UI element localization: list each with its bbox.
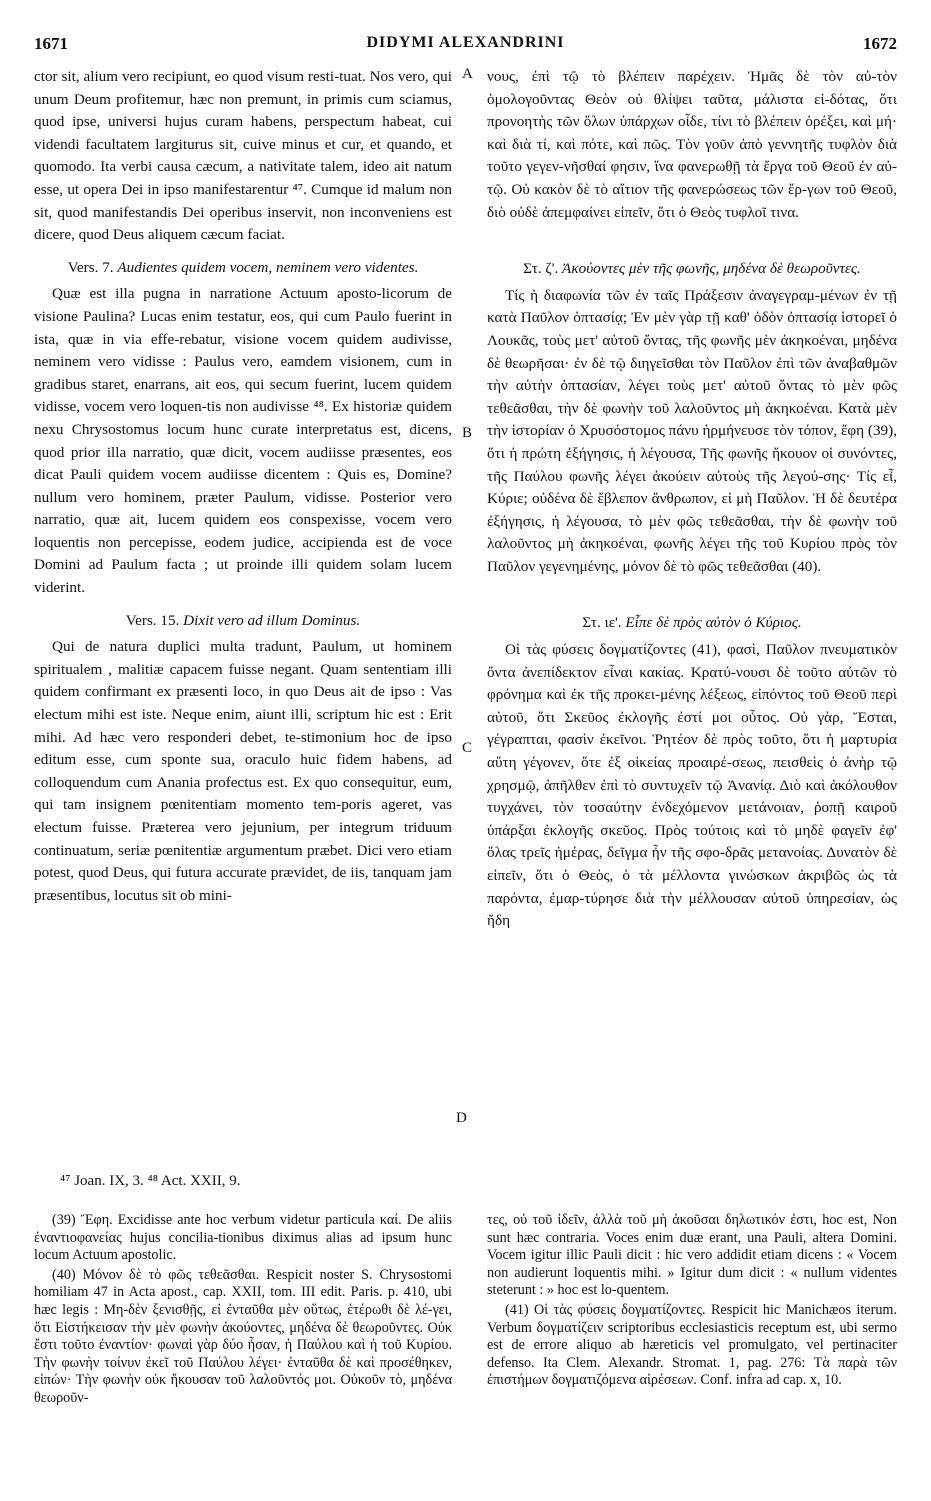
notes-right bbox=[487, 1212, 897, 1392]
verse-title: Ἀκούοντες μὲν τῆς φωνῆς, μηδένα δὲ θεωροῦντες. bbox=[562, 260, 861, 278]
margin-marker-c: C bbox=[462, 740, 473, 756]
verse-title: Audientes quidem vocem, neminem vero videntes. bbox=[117, 258, 419, 276]
note-40-continued: τες, οὐ τοῦ ἰδεῖν, ἀλλὰ τοῦ μὴ ἀκοῦσαι δηλωτικόν ἐστι, hoc est, Non sunt hæc contraria. Voces enim duæ erant, una Pauli, altera Domini. Vocem igitur illic Pauli dicit : hic vero addidit etiam dicens : « Vocem non audierunt loquentis mihi. » Igitur dum dicit : « nullum videntes steterunt : » hoc est lo-quentem. bbox=[487, 1212, 897, 1299]
running-title: DIDYMI ALEXANDRINI bbox=[366, 34, 565, 51]
scripture-references: ⁴⁷ Joan. IX, 3. ⁴⁸ Act. XXII, 9. bbox=[60, 1173, 241, 1189]
greek-column bbox=[487, 66, 897, 933]
margin-marker-d: D bbox=[456, 1110, 467, 1126]
latin-paragraph: ctor sit, alium vero recipiunt, eo quod visum resti-tuat. Nos vero, qui unum Deum profitemur, hæc non premunt, in primis cum sciamus, quod ipse, universi hujus curam habens, perspectum habeat, cui videndi facultatem largiturus sit, cuive minus et cur, et quando, et quomodo. Ita verbi causa cæcum, a nativitate talem, ideo ait natum esse, ut opera Dei in ipso manifestarentur ⁴⁷. Cumque id malum non sit, quod manifestandis Dei operibus inservit, non inconveniens est dicere, quod Deus aliquem cæcum faciat. bbox=[34, 68, 452, 244]
page-header bbox=[34, 34, 897, 60]
latin-paragraph: Qui de natura duplici multa tradunt, Paulum, ut hominem spiritualem , malitiæ capacem fuisse negant. Quam sententiam illi quidem confirmant ex præsenti loco, in quo Deus ait de ipso : Vas electum mihi est iste. Neque enim, aiunt illi, scriptum hic est : Erit mihi. Ad hæc vero responderi debet, te-stimonium hoc de ipso editum esse, cum sponte sua, oraculo huic fidem habens, ad colloquendum cum Anania profectus est. Ex quo consequitur, eum, qui tam insignem pœnitentiam momento tem-poris ageret, vas electum fuisse. Præterea vero jejunium, per integrum triduum continuatum, seriæ pœnitentiæ argumentum præbet. Dici vero etiam potest, quod Deus, qui futura accurate prævidet, de iis, tanquam jam præsentibus, locutus sit ob mini- bbox=[34, 638, 452, 904]
verse-label: Στ. ιε'. bbox=[582, 614, 622, 632]
latin-paragraph: Quæ est illa pugna in narratione Actuum aposto-licorum de visione Paulina? Lucas enim testatur, eos, qui cum Paulo fuerint in ista, quæ in via effe-rebatur, visione vocem quidem audivisse, neminem vero vidisse : Paulus vero, eamdem visionem, cum in gradibus staret, enarrans, ait eos, qui secum fuerint, lucem quidem vidisse, vocem vero loquen-tis non audivisse ⁴⁸. Ex historiæ quidem nexu Chrysostomus locum hunc curate interpretatus est, dicens, quod prior illa narratio, quæ dicit, vocem audiisse præsentes, eos dicat Pauli quidem vocem audiisse dicentem : Quis es, Domine? nullum vero hominem, præter Paulum, vidisse. Posterior vero narratio, quæ ait, lucem quidem eos conspexisse, vocem vero loquentis non percepisse, eodem judice, accipienda est de voce Domini ad Paulum facta ; ut proinde illi quidem solam lucem viderint. bbox=[34, 285, 452, 597]
greek-verse-heading bbox=[487, 612, 897, 635]
spacer bbox=[487, 578, 897, 602]
latin-verse-heading bbox=[34, 610, 452, 633]
latin-verse-heading bbox=[34, 257, 452, 280]
spacer bbox=[487, 224, 897, 248]
margin-marker-a: A bbox=[462, 66, 473, 82]
greek-paragraph: Τίς ἡ διαφωνία τῶν ἐν ταῖς Πράξεσιν ἀναγεγραμ-μένων ἐν τῇ κατὰ Παῦλον ὀπτασίᾳ; Ἐν μὲν γὰρ τῇ καθ' ὁδὸν ὀπτασίᾳ ἱστορεῖ ὁ Λουκᾶς, τοὺς μετ' αὐτοῦ ὄντας, τῆς φωνῆς μὲν ἀκηκοέναι, μηδένα δὲ θεωρῆσαι· ἐν δὲ τῷ διηγεῖσθαι τὸν Παῦλον ἐπὶ τῶν ἀναβαθμῶν τὴν αὐτὴν ὀπτασίαν, λέγει τοὺς μετ' αὐτοῦ ὄντας τὸ μὲν φῶς τεθεᾶσθαι, τὴν δὲ φωνὴν τοῦ λαλοῦντος μὴ ἀκηκοέναι. Κατὰ μὲν τὴν ἱστορίαν ὁ Χρυσόστομος πάνυ ἡρμήνευσε τὸν τόπον, ἔφη (39), ὅτι ἡ πρώτη ἐξήγησις, ἡ λέγουσα, Τῆς φωνῆς ἤκουον οἱ συνόντες, τῆς Παύλου φωνῆς λέγει ἀκούειν αὐτοὺς τῆς λεγού-σης· Τίς εἶ, Κύριε; οὐδένα δὲ ἔβλεπον ἄνθρωπον, εἰ μὴ Παῦλον. Ἡ δὲ δευτέρα ἐξήγησις, ἡ λέγουσα, τὸ μὲν φῶς τεθεᾶσθαι, τὴν δὲ φωνὴν τοῦ λαλοῦντος μὴ ἀκηκοέναι, φωνῆς λέγει τῆς τοῦ Κυρίου πρὸς τὸν Παῦλον γεγενημένης, μόνον δὲ τὸ φῶς τεθεᾶσθαι (40). bbox=[487, 286, 897, 575]
verse-title: Dixit vero ad illum Dominus. bbox=[183, 611, 361, 629]
page-number-left: 1671 bbox=[34, 34, 68, 53]
notes-left bbox=[34, 1212, 452, 1410]
verse-label: Vers. 15. bbox=[125, 611, 180, 629]
greek-paragraph: νους, ἐπὶ τῷ τὸ βλέπειν παρέχειν. Ἡμᾶς δὲ τὸν αὐ-τὸν ὁμολογοῦντας Θεὸν οὐ θλίψει ταῦτα, μάλιστα εἰ-δότας, ὅτι προνοητὴς τῶν ὅλων ὑπάρχων οἶδε, τίνι τὸ βλέπειν ὀρέξει, καὶ μή· καὶ διὰ τί, καὶ πότε, καὶ πῶς. Τὸν γοῦν ἀπὸ γεννητῆς τυφλὸν διὰ τοῦτο γεγεν-νῆσθαί φησιν, ἵνα φανερωθῇ τὰ ἔργα τοῦ Θεοῦ ἐν αὐ-τῷ. Οὐ κακὸν δὲ τὸ αἴτιον τῆς φανερώσεως τῶν ἔρ-γων τοῦ Θεοῦ, διὸ οὐδὲ ἀπεμφαίνει εἰπεῖν, ὅτι ὁ Θεὸς τυφλοῖ τινα. bbox=[487, 68, 897, 221]
greek-verse-heading bbox=[487, 258, 897, 281]
note-39: (39) Ἔφη. Excidisse ante hoc verbum videtur particula καί. De aliis ἐναντιοφανείας hujus concilia-tionibus diximus alias ad ipsum hunc locum Actuum apostolic. bbox=[34, 1212, 452, 1264]
note-41: (41) Οἱ τὰς φύσεις δογματίζοντες. Respicit hic Manichæos iterum. Verbum δογματίζειν scriptoribus ecclesiasticis receptum est, ubi sermo est de errore aliquo ab hæreticis vel promulgato, vel pertinaciter defenso. Ita Clem. Alexandr. Stromat. 1, pag. 276: Τὰ παρὰ τῶν ἐπιστήμων δογματιζόμενα αἱρέσεων. Conf. infra ad cap. x, 10. bbox=[487, 1301, 897, 1389]
verse-title: Εἶπε δὲ πρὸς αὐτὸν ὁ Κύριος. bbox=[625, 614, 802, 632]
latin-column bbox=[34, 66, 452, 907]
margin-marker-b: B bbox=[462, 425, 473, 441]
page-number-right: 1672 bbox=[863, 34, 897, 53]
verse-label: Στ. ζ'. bbox=[523, 260, 559, 278]
note-40: (40) Μόνον δὲ τὸ φῶς τεθεᾶσθαι. Respicit noster S. Chrysostomi homiliam 47 in Acta apost., cap. XXII, tom. III edit. Paris. p. 410, ubi hæc legis : Μη-δὲν ξενισθῇς, εἰ ἐνταῦθα μὲν οὕτως, ἑτέρωθι δὲ λέ-γει, ὅτι Εἱστήκεισαν τὴν μὲν φωνὴν ἀκούοντες, μηδένα δὲ θεωροῦντες. Οὐκ ἔστι τοῦτο ἐναντίον· φωναὶ γὰρ δύο ἦσαν, ἡ Παύλου καὶ ἡ τοῦ Κυρίου. Τὴν φωνὴν τοίνυν ἐκεῖ τοῦ Παύλου λέγει· ἐνταῦθα δὲ καὶ προσέθηκεν, εἰπών· Τὴν φωνὴν οὐκ ἤκουσαν τοῦ λαλοῦντός μοι. Οὐκοῦν τὸ, μηδένα θεωροῦν- bbox=[34, 1266, 452, 1406]
verse-label: Vers. 7. bbox=[67, 258, 114, 276]
greek-paragraph: Οἱ τὰς φύσεις δογματίζοντες (41), φασὶ, Παῦλον πνευματικὸν ὄντα ἀνεπίδεκτον εἶναι κακίας. Κρατύ-νουσι δὲ τοῦτο αὐτῶν τὸ φρόνημα καὶ ἐκ τῆς προκει-μένης λέξεως, εἰπόντος τοῦ Θεοῦ περὶ αὐτοῦ, ὅτι Σκεῦος ἐκλογῆς ἐστί μοι οὗτος. Οὐ γὰρ, Ἔσται, γέγραπται, φασὶν ἐκεῖνοι. Ῥητέον δὲ πρὸς τοῦτο, ὅτι ἡ μαρτυρία αὕτη γέγονεν, ὅτε ἐξ οἰκείας προαιρέ-σεως, πεισθεὶς ὁ ἀνὴρ τῷ χρησμῷ, ἀπῆλθεν ἐπὶ τὸ συντυχεῖν τῷ Ἀνανίᾳ. Διὸ καὶ ἀκόλουθον τυγχάνει, τὸν τοσαύτην ἐνδεχόμενον μετάνοιαν, ῥοπῇ καιροῦ ὑπάρξαι ἐκλογῆς σκεῦος. Πρὸς τούτοις καὶ τὸ μηδὲ φαγεῖν ἐφ' ὅλας τρεῖς ἡμέρας, δεῖγμα ἦν τῆς σφο-δρᾶς μετανοίας. Δυνατὸν δὲ εἰπεῖν, ὅτι ὁ Θεὸς, ὁ τὰ μέλλοντα γινώσκων ἀκριβῶς ὡς τὰ παρόντα, ἐμαρ-τύρησε διὰ τὴν μέλλουσαν αὐτοῦ ὑπηρεσίαν, ὡς ἤδη bbox=[487, 641, 897, 930]
